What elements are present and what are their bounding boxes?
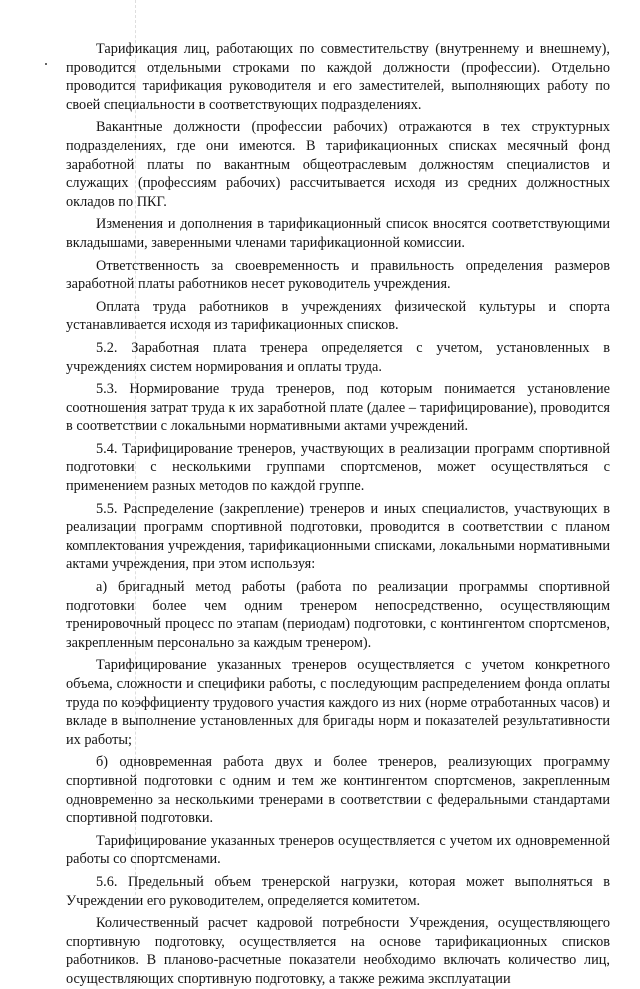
paragraph-5-5: 5.5. Распределение (закрепление) тренеров и иных специалистов, участвующих в реализации программ спортивной подготовки, проводится в соответствии с планом комплектования учреждения, тарификационными списками, локальными нормативными актами учреждения, при этом используя:	[66, 500, 610, 573]
paragraph-5-5-b: б) одновременная работа двух и более тренеров, реализующих программу спортивной подготовки с одним и тем же контингентом спортсменов, закрепленным одновременно за несколькими тренерами в соответствии с федеральными стандартами спортивной подготовки.	[66, 754, 610, 827]
scan-speck	[45, 63, 47, 65]
paragraph-vacant-positions: Вакантные должности (профессии рабочих) отражаются в тех структурных подразделениях, где они имеются. В тарификационных списках месячный фонд заработной платы по вакантным общеотраслевым должностям специалистов и служащих (профессиям рабочих) рассчитывается исходя из средних должностных окладов по ПКГ.	[66, 119, 610, 210]
paragraph-5-4: 5.4. Тарифицирование тренеров, участвующих в реализации программ спортивной подготовки с несколькими группами спортсменов, может осуществляться с применением разных методов по каждой группе.	[66, 440, 610, 495]
paragraph-5-5-a: а) бригадный метод работы (работа по реализации программы спортивной подготовки более чем одним тренером непосредственно, осуществляющим тренировочный процесс по этапам (периодам) подготовки, с контингентом спортсменов, закрепленным персонально за каждым тренером).	[66, 579, 610, 651]
paragraph-responsibility: Ответственность за своевременность и правильность определения размеров заработной платы работников несет руководитель учреждения.	[66, 257, 610, 293]
paragraph-5-2: 5.2. Заработная плата тренера определяется с учетом, установленных в учреждениях систем нормирования и оплаты труда.	[66, 339, 610, 375]
paragraph-simultaneous-tariffing: Тарифицирование указанных тренеров осуществляется с учетом их одновременной работы со спортсменами.	[66, 832, 610, 868]
paragraph-5-6: 5.6. Предельный объем тренерской нагрузки, которая может выполняться в Учреждении его руководителем, определяется комитетом.	[66, 873, 610, 909]
paragraph-staff-calculation: Количественный расчет кадровой потребности Учреждения, осуществляющего спортивную подготовку, осуществляется на основе тарификационных списков работников. В планово-расчетные показатели необходимо включать количество лиц, осуществляющих спортивную подготовку, а также режима эксплуатации	[66, 915, 610, 987]
paragraph-brigade-tariffing: Тарифицирование указанных тренеров осуществляется с учетом конкретного объема, сложности и специфики работы, с последующим распределением фонда оплаты труда по коэффициенту трудового участия каждого из них (норме отработанных часов) и вкладе в выполнение установленных для бригады норм и показателей результативности их работы;	[66, 657, 610, 748]
paragraph-5-3: 5.3. Нормирование труда тренеров, под которым понимается установление соотношения затрат труда к их заработной плате (далее – тарифицирование), проводится в соответствии с локальными нормативными актами учреждений.	[66, 381, 610, 435]
document-body	[66, 40, 610, 989]
paragraph-list-changes: Изменения и дополнения в тарификационный список вносятся соответствующими вкладышами, заверенными членами тарификационной комиссии.	[66, 216, 610, 251]
paragraph-part-time-tariffing: Тарификация лиц, работающих по совместительству (внутреннему и внешнему), проводится отдельными строками по каждой должности (профессии). Отдельно проводится тарификация руководителя и его заместителей, выполняющих работу по своей специальности в соответствующих подразделениях.	[66, 41, 610, 113]
paragraph-sports-pay: Оплата труда работников в учреждениях физической культуры и спорта устанавливается исходя из тарификационных списков.	[66, 298, 610, 334]
